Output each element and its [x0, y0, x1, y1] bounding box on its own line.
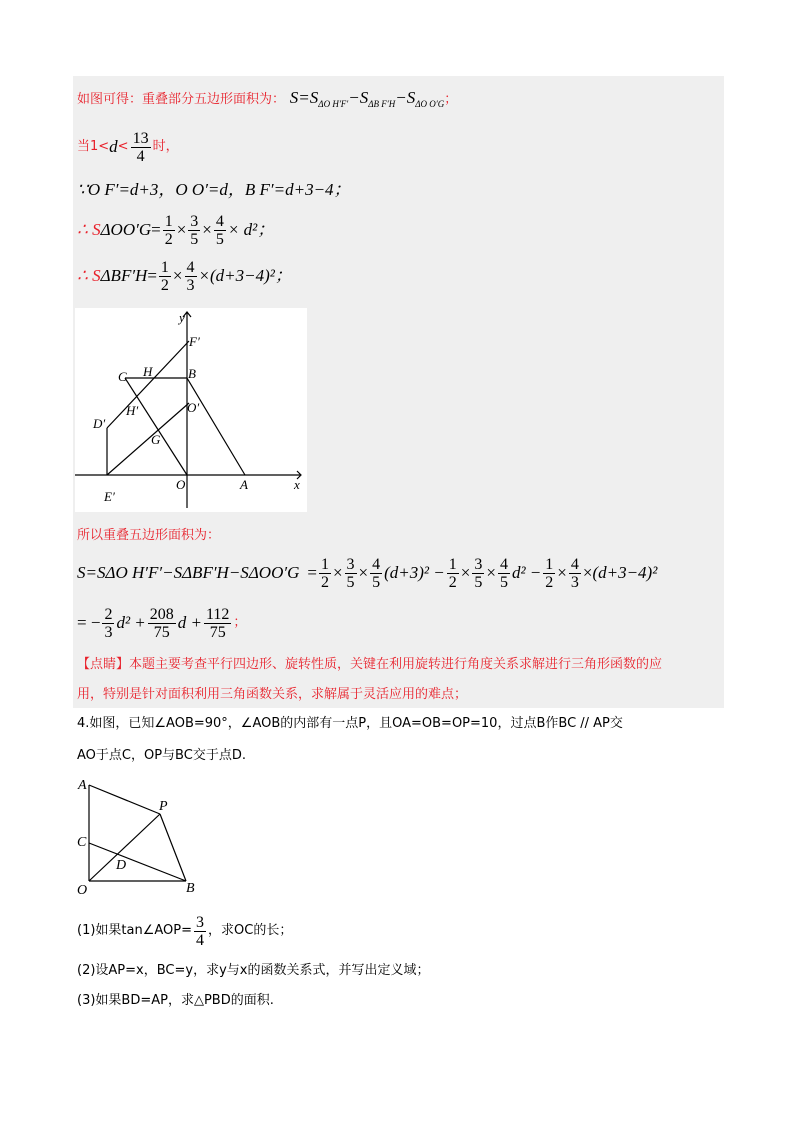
solution-line-3: ∵O F′=d+3，O O′=d，B F′=d+3−4；: [77, 180, 351, 199]
question-4-stem-line-1: 4.如图，已知∠AOB=90°，∠AOB的内部有一点P，且OA=OB=OP=10，过点B作BC // AP交: [77, 716, 623, 731]
fraction: $\frac{13}{4}$: [132, 129, 149, 165]
condition-text: 当1<: [77, 139, 110, 154]
label-A: A: [78, 778, 87, 793]
question-4-stem-line-2: AO于点C，OP与BC交于点D.: [77, 748, 246, 763]
label-G: G: [151, 432, 161, 447]
question-4-part-2: (2)设AP=x，BC=y，求y与x的函数关系式，并写出定义域；: [77, 963, 430, 978]
label-y: y: [179, 310, 185, 325]
label-Hp: H′: [126, 403, 139, 418]
solution-line-5: ∴ S ΔBF′H = $\frac{1}{2}$ × $\frac{4}{3}$ ×(d+3−4)²；: [77, 258, 292, 294]
label-P: P: [159, 799, 168, 814]
label-Ep: E′: [104, 489, 115, 504]
label-C: C: [77, 835, 87, 850]
coordinate-figure: [75, 308, 307, 512]
label-O: O: [176, 477, 186, 492]
formula: $S=S_{\Delta O H'F'}-S_{\Delta B F'H}-S_{\Delta O O'G}$: [289, 88, 445, 109]
comment-line-1: 【点睛】本题主要考查平行四边形、旋转性质，关键在利用旋转进行角度关系求解进行三角形函数的应: [77, 657, 663, 672]
solution-line-7: S=S ΔO H′F′ −S ΔBF′H −S ΔOO′G = $\frac{1}{2}$ × $\frac{3}{5}$ × $\frac{4}{5}$ (d+3)² − $\frac{1}{2}$ × $\frac{3}{5}$ × $\frac{4}{5}$ d² − $\frac{1}{2}$ × $\frac{4}{3}$ × (d+3−4)²: [77, 555, 658, 591]
solution-line-2: 当1< d < $\frac{13}{4}$ 时，: [77, 129, 179, 165]
question-4-part-1: (1)如果tan∠AOP= $\frac{3}{4}$ ，求OC的长；: [77, 913, 293, 949]
solution-line-1: 如图可得：重叠部分五边形面积为： $S=S_{\Delta O H'F'}-S_{\Delta B F'H}-S_{\Delta O O'G}$；: [77, 88, 458, 109]
comment-line-2: 用，特别是针对面积利用三角函数关系，求解属于灵活应用的难点；: [77, 687, 468, 702]
label-Op: O′: [187, 400, 200, 415]
question-4-part-3: (3)如果BD=AP，求△PBD的面积.: [77, 993, 274, 1008]
label-H: H: [143, 364, 153, 379]
solution-line-8: = − $\frac{2}{3}$ d² + $\frac{208}{75}$ d + $\frac{112}{75}$ ；: [77, 605, 247, 641]
solution-text: 如图可得：重叠部分五边形面积为：: [77, 92, 286, 107]
triangle-figure: [72, 773, 212, 898]
label-D: D: [116, 858, 127, 873]
label-O: O: [77, 883, 88, 898]
label-Dp: D′: [93, 416, 106, 431]
label-x: x: [294, 477, 300, 492]
label-A: A: [240, 477, 248, 492]
label-B: B: [186, 881, 195, 896]
solution-line-6: 所以重叠五边形面积为：: [77, 528, 221, 543]
label-F: F′: [189, 334, 200, 349]
label-B: B: [188, 366, 196, 381]
label-C: C: [118, 369, 127, 384]
solution-line-4: ∴ S ΔOO′G = $\frac{1}{2}$ × $\frac{3}{5}$ × $\frac{4}{5}$ × d²；: [77, 212, 275, 248]
